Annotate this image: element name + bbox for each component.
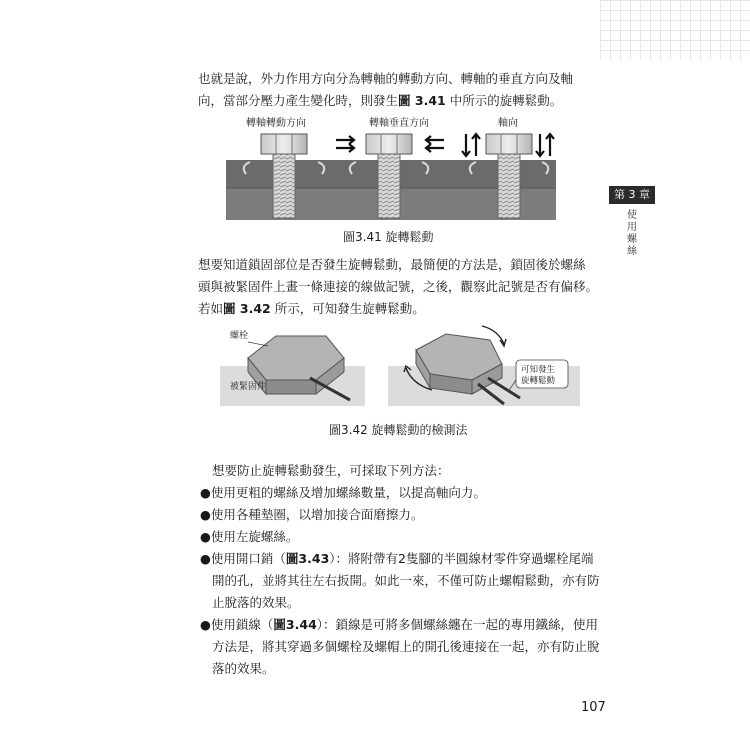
label-axial-direction: 軸向 — [498, 118, 518, 129]
methods-intro: 想要防止旋轉鬆動發生，可採取下列方法： — [212, 463, 450, 478]
figure-ref-3-42: 圖 3.42 — [223, 301, 271, 316]
figure-ref-3-41: 圖 3.41 — [398, 93, 446, 108]
note-line2: 旋轉鬆動 — [521, 376, 556, 386]
figure-3-41-caption: 圖3.41 旋轉鬆動 — [343, 230, 434, 244]
label-fastened-part: 被緊固件 — [230, 382, 267, 392]
arrows-vertical-left-icon — [462, 134, 480, 156]
figure-ref-3-43: 圖3.43 — [285, 551, 330, 566]
bullet-5-line3: 落的效果。 — [212, 661, 275, 676]
arrows-left-icon — [426, 136, 444, 152]
rotation-note-box — [508, 360, 568, 392]
bullet-5-line2: 方法是，將其穿過多個螺栓及螺帽上的開孔後連接在一起，亦有防止脫 — [212, 639, 600, 654]
corner-grid-decoration — [600, 0, 750, 60]
label-rotation-direction: 轉軸轉動方向 — [246, 118, 306, 129]
paragraph-check-line2: 頭與被緊固件上畫一條連接的線做記號，之後，觀察此記號是否有偏移。 — [198, 279, 599, 294]
paragraph-check-line1: 想要知道鎖固部位是否發生旋轉鬆動，最簡便的方法是，鎖固後於螺絲 — [198, 257, 586, 272]
arrows-vertical-right-icon — [536, 134, 554, 156]
page-number: 107 — [581, 700, 606, 715]
bullet-4-line3: 止脫落的效果。 — [212, 595, 300, 610]
figure-ref-3-44: 圖3.44 — [273, 617, 317, 632]
label-bolt: 螺栓 — [230, 331, 249, 341]
arrows-right-icon — [336, 136, 354, 152]
bullet-2: ●使用各種墊圈，以增加接合面磨擦力。 — [200, 507, 424, 522]
bullet-4: ●使用開口銷（圖3.43）：將附帶有2隻腳的半圓線材零件穿過螺栓尾端 — [200, 551, 594, 566]
bullet-3: ●使用左旋螺絲。 — [200, 529, 299, 544]
paragraph-intro-line1: 也就是說，外力作用方向分為轉軸的轉動方向、轉軸的垂直方向及軸 — [198, 71, 574, 86]
note-line1: 可知發生 — [521, 365, 556, 375]
label-perpendicular-direction: 轉軸垂直方向 — [369, 118, 429, 129]
paragraph-check-line3: 若如圖 3.42 所示，可知發生旋轉鬆動。 — [198, 301, 425, 316]
chapter-tab: 第 3 章 — [609, 186, 655, 204]
bullet-5: ●使用鎖線（圖3.44）：鎖線是可將多個螺絲纏在一起的專用鐵絲，使用 — [200, 617, 599, 632]
figure-3-42 — [220, 322, 580, 408]
chapter-title-vertical: 使用螺絲 — [627, 210, 637, 257]
figure-3-41 — [226, 112, 556, 224]
figure-3-42-caption: 圖3.42 旋轉鬆動的檢測法 — [329, 423, 468, 437]
bullet-4-line2: 開的孔，並將其往左右扳開。如此一來，不僅可防止螺帽鬆動，亦有防 — [212, 573, 600, 588]
paragraph-intro-line2: 向，當部分壓力產生變化時，則發生圖 3.41 中所示的旋轉鬆動。 — [198, 93, 563, 108]
bullet-1: ●使用更粗的螺絲及增加螺絲數量，以提高軸向力。 — [200, 485, 486, 500]
